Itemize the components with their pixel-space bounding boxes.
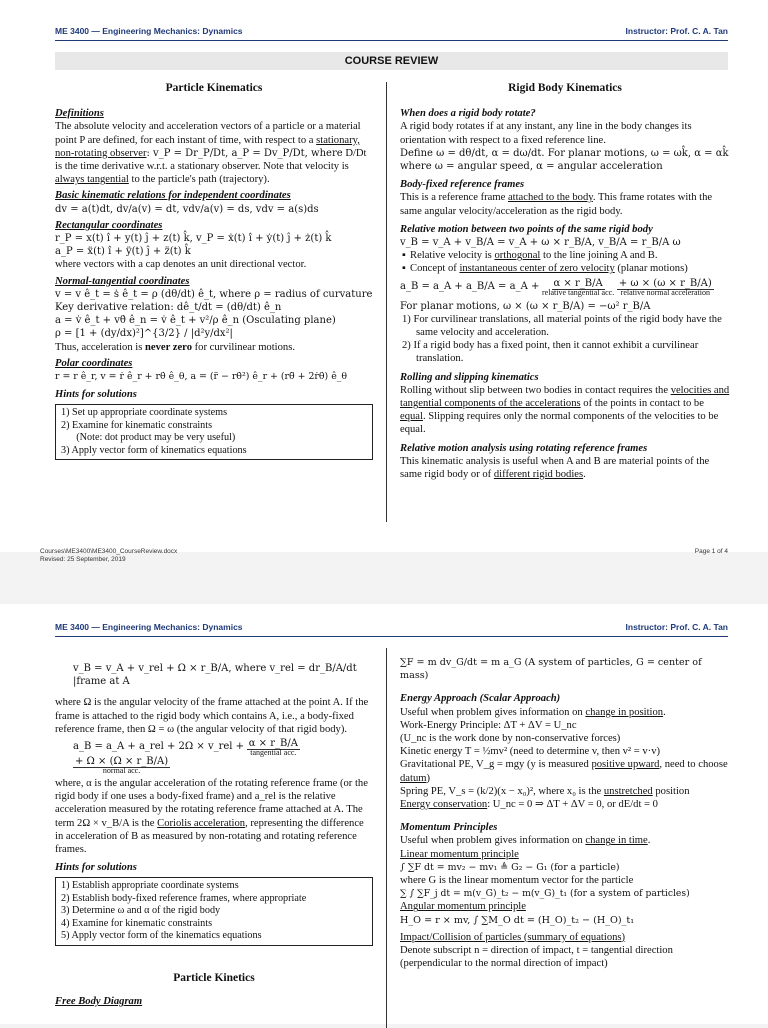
basic-relations-eq: dv = a(t)dt, dv/a(v) = dt, vdv/a(v) = ds, vdv = a(s)ds	[55, 203, 319, 215]
rotating-frames-text: This kinematic analysis is useful when A and B are material points of the same rigid body or of different rigid bodies.	[400, 455, 710, 481]
polar-eq: r = r ê_r, v = ṙ ê_r + rθ̇ ê_θ, a = (r̈ − rθ̇²) ê_r + (rθ̈ + 2ṙθ̇) ê_θ	[55, 371, 348, 383]
hint-item: 5) Apply vector form of the kinematics equations	[61, 930, 262, 942]
basic-relations-heading: Basic kinematic relations for independent coordinates	[55, 190, 291, 202]
rotating-frames-heading: Relative motion analysis using rotating reference frames	[400, 442, 648, 454]
hints-box	[55, 404, 373, 460]
right-column	[400, 82, 730, 481]
normal-tangential-heading: Normal-tangential coordinates	[55, 275, 190, 287]
rectangular-note: where vectors with a cap denotes an unit directional vector.	[55, 259, 307, 271]
nt-eq-3: a = v̇ ê_t + vθ̇ ê_n = v̇ ê_t + v²/ρ ê_n (Osculating plane)	[55, 315, 336, 327]
hints-heading: Hints for solutions	[55, 389, 137, 401]
numbered-item: 1) For curvilinear translations, all material points of the rigid body have the same velocity and acceleration.	[402, 313, 722, 339]
rectangular-eq-1: r_P = x(t) î + y(t) ĵ + z(t) k̂, v_P = ẋ(t) î + ẏ(t) ĵ + ż(t) k̂	[55, 233, 332, 245]
coriolis-text: where, α is the angular acceleration of the rotating reference frame (or the rigid body if one uses a body-fixed frame) and a_rel is the relative acceleration measured by the rotating reference frame attached at A. The term 2Ω × v_B/A is the Coriolis acceleration, representing the difference in acceleration of B as measured by non-rotating and rotating reference frames.	[55, 778, 368, 856]
section-banner: COURSE REVIEW	[55, 52, 728, 70]
omega-text: where Ω is the angular velocity of the frame attached at the point A. If the frame is attached to the rigid body which contains A, i.e., a body-fixed reference frame, then Ω = ω (the angular velocity of that rigid body).	[55, 697, 369, 735]
nt-eq-2: Key derivative relation: dê_t/dt = (dθ/dt) ê_n	[55, 302, 282, 314]
linear-momentum-note: where G is the linear momentum vector for the particle	[400, 875, 634, 887]
numbered-item: 2) If a rigid body has a fixed point, then it cannot exhibit a curvilinear translation.	[402, 340, 699, 365]
hints-heading: Hints for solutions	[55, 862, 137, 874]
gravitational-pe: Gravitational PE, V_g = mgy (y is measured positive upward, need to choose datum)	[400, 759, 728, 784]
impact-text: Denote subscript n = direction of impact, t = tangential direction (perpendicular to the normal direction of impact)	[400, 945, 673, 970]
work-energy-note: (U_nc is the work done by non-conservative forces)	[400, 733, 621, 745]
hints-box	[55, 877, 373, 946]
rotation-text: A rigid body rotates if at any instant, any line in the body changes its orientation with respect to a fixed reference line.	[400, 121, 692, 146]
rolling-text: Rolling without slip between two bodies in contact requires the velocities and tangential components of the accelerations of the points in contact to be equal. Slipping requires only the normal components of the velocities to be equal.	[400, 384, 730, 436]
hint-item: 3) Determine ω and α of the rigid body	[61, 905, 221, 917]
instructor-name: Instructor: Prof. C. A. Tan	[625, 26, 728, 36]
nt-eq-1: v = v ê_t = ṡ ê_t = ρ (dθ/dt) ê_t, where ρ = radius of curvature	[55, 288, 373, 300]
energy-conservation: Energy conservation: U_nc = 0 ⇒ ΔT + ΔV = 0, or dE/dt = 0	[400, 799, 658, 811]
rotating-velocity-eq: v_B = v_A + v_rel + Ω × r_B/A, where v_rel = dr_B/A/dt |frame at A	[73, 663, 357, 688]
nt-eq-4: ρ = [1 + (dy/dx)²]^{3/2} / |d²y/dx²|	[55, 328, 233, 340]
column-divider	[386, 82, 387, 522]
angular-momentum-eq: H_O = r × mv, ∫ ∑M_O dt = (H_O)_t₂ − (H_O)_t₁	[400, 914, 635, 926]
linear-momentum-eq: ∫ ∑F dt = mv₂ − mv₁ ≜ G₂ − G₁ (for a particle)	[400, 861, 620, 873]
momentum-text: Useful when problem gives information on change in time.	[400, 835, 651, 847]
column-title: Particle Kinematics	[165, 82, 263, 94]
work-energy-principle: Work-Energy Principle: ΔT + ΔV = U_nc	[400, 719, 577, 731]
hint-item: 1) Establish appropriate coordinate systems	[61, 880, 239, 892]
column-title: Rigid Body Kinematics	[508, 82, 622, 94]
hint-item: (Note: dot product may be very useful)	[61, 432, 236, 444]
impact-heading: Impact/Collision of particles (summary of equations)	[400, 931, 626, 943]
page-footer	[40, 548, 728, 564]
rotation-eq-2: where ω = angular speed, α = angular acceleration	[400, 161, 663, 173]
file-path: Courses\ME3400\ME3400_CourseReview.docx	[40, 548, 178, 555]
momentum-heading: Momentum Principles	[400, 822, 498, 834]
body-fixed-text: This is a reference frame attached to the body. This frame rotates with the same angular velocity/acceleration as the rigid body.	[400, 192, 713, 217]
planar-eq: For planar motions, ω × (ω × r_B/A) = −ω² r_B/A	[400, 300, 651, 312]
left-column	[55, 656, 373, 1008]
hint-item: 2) Establish body-fixed reference frames, where appropriate	[61, 892, 307, 904]
rolling-heading: Rolling and slipping kinematics	[400, 371, 539, 383]
polar-heading: Polar coordinates	[55, 357, 133, 369]
definitions-text: The absolute velocity and acceleration vectors of a particle or a material point P are defined, for each instant of time, with respect to a stationary, non-rotating observer: v_P = Dr_P/Dt, a_P = Dv_P/Dt, where D/Dt is the time derivative w.r.t. a stationary observer. Note that velocity is always tangential to the particle's path (trajectory).	[55, 121, 367, 186]
bullet-item: ▪ Concept of instantaneous center of zero velocity (planar motions)	[402, 263, 688, 275]
body-fixed-heading: Body-fixed reference frames	[400, 179, 525, 191]
instructor-name: Instructor: Prof. C. A. Tan	[625, 622, 728, 632]
column-divider	[386, 648, 387, 1028]
relative-motion-heading: Relative motion between two points of the same rigid body	[400, 223, 653, 235]
kinetic-energy: Kinetic energy T = ½mv² (need to determine v, then v² = v·v)	[400, 746, 661, 758]
rotating-acceleration-eq: a_B = a_A + a_rel + 2Ω × v_rel + α × r_B/A tangential acc. + Ω × (Ω × r_B/A) normal acc.	[73, 738, 298, 776]
energy-text: Useful when problem gives information on change in position.	[400, 706, 666, 718]
course-title: ME 3400 — Engineering Mechanics: Dynamics	[55, 26, 243, 36]
rectangular-eq-2: a_P = ẍ(t) î + ÿ(t) ĵ + z̈(t) k̂	[55, 246, 191, 258]
column-title: Particle Kinetics	[173, 971, 255, 984]
angular-momentum-heading: Angular momentum principle	[400, 901, 526, 913]
hint-item: 3) Apply vector form of kinematics equations	[61, 444, 247, 456]
page-number: Page 1 of 4	[694, 548, 728, 555]
spring-pe: Spring PE, V_s = (k/2)(x − x₀)², where x₀ is the unstretched position	[400, 785, 690, 797]
linear-momentum-heading: Linear momentum principle	[400, 848, 519, 860]
hint-item: 4) Examine for kinematic constraints	[61, 917, 213, 929]
nt-note: Thus, acceleration is never zero for curvilinear motions.	[55, 341, 295, 353]
energy-heading: Energy Approach (Scalar Approach)	[400, 693, 561, 705]
relative-acceleration-eq: a_B = a_A + a_B/A = a_A + α × r_B/A relative tangential acc. + ω × (ω × r_B/A) relative normal acceleration	[400, 277, 712, 297]
newton-eq: ∑F = m dv_G/dt = m a_G (A system of particles, G = center of mass)	[400, 657, 702, 682]
bullet-item: ▪ Relative velocity is orthogonal to the line joining A and B.	[402, 250, 658, 262]
rotation-heading: When does a rigid body rotate?	[400, 108, 536, 120]
rotation-eq-1: Define ω = dθ/dt, α = dω/dt. For planar motions, ω = ωk̂, α = αk̂	[400, 147, 729, 159]
left-column	[55, 82, 373, 460]
course-title: ME 3400 — Engineering Mechanics: Dynamics	[55, 622, 243, 632]
hint-item: 2) Examine for kinematic constraints	[61, 419, 213, 431]
revision-date: Revised: 25 September, 2019	[40, 556, 126, 563]
relative-velocity-eq: v_B = v_A + v_B/A = v_A + ω × r_B/A, v_B/A = r_B/A ω	[400, 237, 681, 249]
system-momentum-eq: ∑ ∫ ∑F_j dt = m(v_G)_t₂ − m(v_G)_t₁ (for a system of particles)	[400, 888, 690, 900]
document-page-2	[0, 604, 768, 1024]
definitions-heading: Definitions	[55, 108, 104, 120]
page-header	[55, 622, 728, 637]
right-column	[400, 656, 730, 970]
hint-item: 1) Set up appropriate coordinate systems	[61, 407, 228, 419]
rectangular-heading: Rectangular coordinates	[55, 219, 163, 231]
fbd-heading: Free Body Diagram	[55, 996, 143, 1008]
page-header	[55, 26, 728, 41]
